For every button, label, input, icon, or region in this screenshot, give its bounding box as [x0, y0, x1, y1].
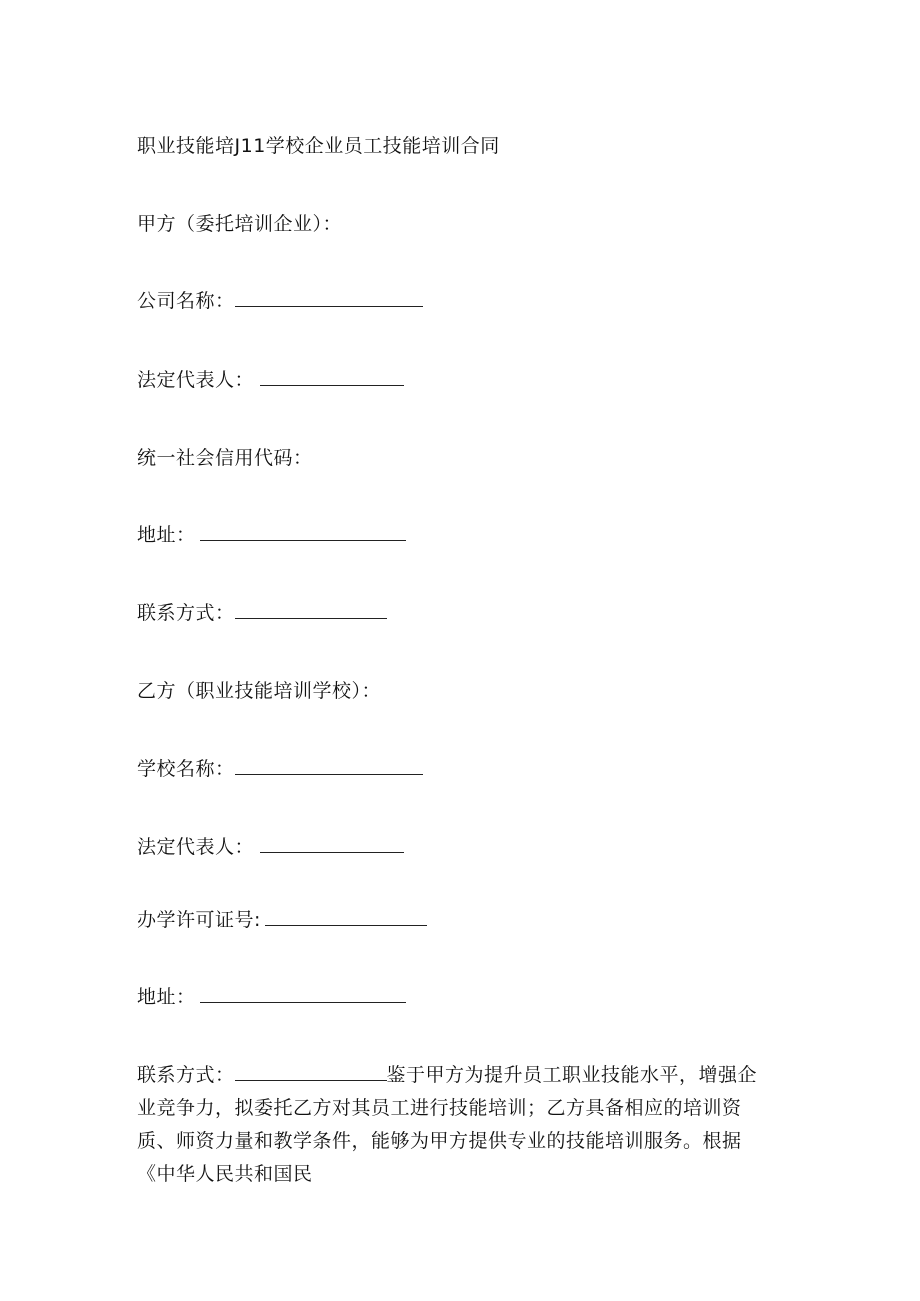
- school-name-field[interactable]: [235, 756, 423, 775]
- party-a-contact-row: [137, 600, 387, 626]
- party-b-address-label: 地址：: [137, 986, 196, 1008]
- license-row: [137, 907, 427, 933]
- party-a-legal-rep-row: [137, 367, 404, 393]
- party-b-heading: 乙方（职业技能培训学校）：: [137, 680, 382, 702]
- party-a-address-row: [137, 522, 406, 548]
- company-name-label: 公司名称：: [137, 290, 235, 312]
- preamble-line-2: 业竞争力，拟委托乙方对其员工进行技能培训；乙方具备相应的培训资: [137, 1097, 742, 1119]
- preamble-paragraph: [137, 1059, 777, 1191]
- party-a-legal-rep-label: 法定代表人：: [137, 369, 255, 391]
- party-a-address-label: 地址：: [137, 524, 196, 546]
- party-b-address-row: [137, 984, 406, 1010]
- school-name-label: 学校名称：: [137, 758, 235, 780]
- preamble-line-1: [137, 1059, 777, 1092]
- party-a-contact-label: 联系方式：: [137, 602, 235, 624]
- party-a-legal-rep-field[interactable]: [260, 367, 404, 386]
- party-b-contact-label: 联系方式：: [137, 1064, 235, 1086]
- party-a-contact-field[interactable]: [235, 600, 387, 619]
- party-b-legal-rep-field[interactable]: [260, 834, 404, 853]
- preamble-line-3: 质、师资力量和教学条件，能够为甲方提供专业的技能培训服务。根据: [137, 1130, 742, 1152]
- document-title: 职业技能培J11学校企业员工技能培训合同: [137, 135, 500, 157]
- party-b-school-name-row: [137, 756, 423, 782]
- party-a-company-name-row: [137, 288, 423, 314]
- party-b-legal-rep-label: 法定代表人：: [137, 836, 255, 858]
- preamble-line-4: 《中华人民共和国民: [137, 1163, 313, 1185]
- party-b-address-field[interactable]: [200, 984, 406, 1003]
- credit-code-label: 统一社会信用代码：: [137, 447, 313, 469]
- company-name-field[interactable]: [235, 288, 423, 307]
- license-label: 办学许可证号:: [137, 909, 261, 931]
- preamble-text-1: 鉴于甲方为提升员工职业技能水平，增强企: [386, 1064, 758, 1086]
- party-a-heading: 甲方（委托培训企业）：: [137, 213, 343, 235]
- party-b-legal-rep-row: [137, 834, 404, 860]
- party-a-address-field[interactable]: [200, 522, 406, 541]
- party-b-contact-field[interactable]: [235, 1062, 387, 1081]
- license-field[interactable]: [265, 907, 427, 926]
